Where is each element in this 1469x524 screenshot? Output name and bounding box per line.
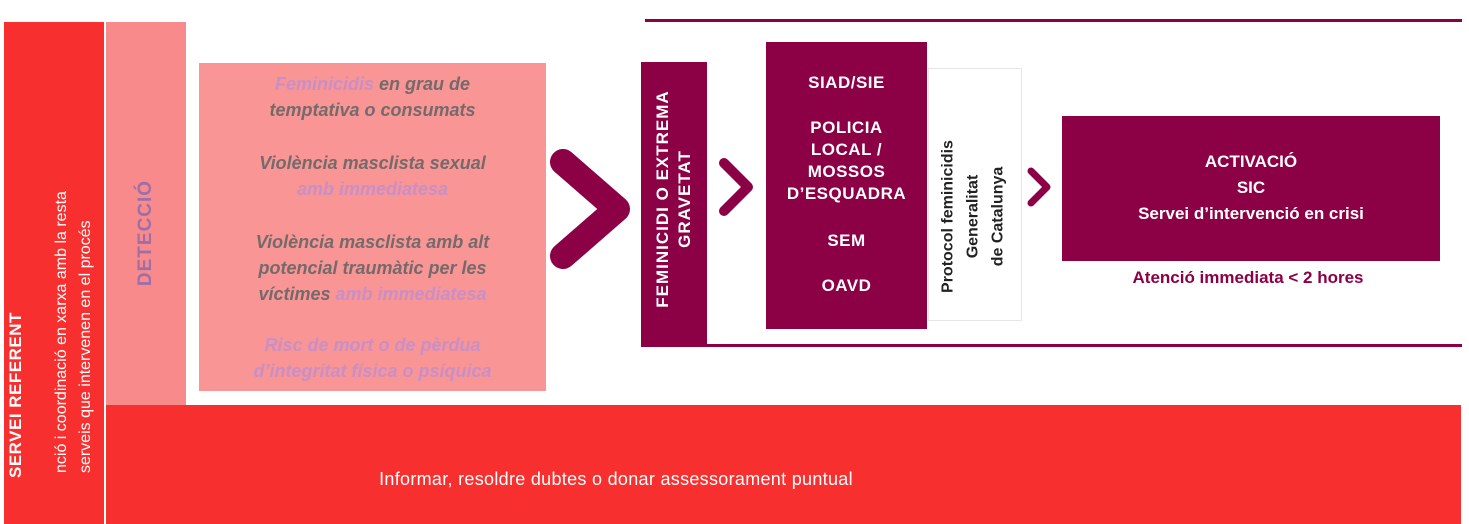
criterion-death-line1: Risc de mort o de pèrdua bbox=[264, 335, 481, 355]
service-sem: SEM bbox=[827, 231, 866, 250]
frame-bottom-line bbox=[641, 344, 1462, 347]
services-box bbox=[766, 42, 927, 329]
feminicidi-label bbox=[652, 59, 696, 339]
criterion-traumatic-line2: potencial traumàtic per les bbox=[258, 258, 487, 278]
service-police bbox=[766, 117, 927, 205]
service-police-line1: POLICIA bbox=[810, 118, 883, 137]
criteria-box bbox=[199, 63, 546, 391]
large-chevron-icon bbox=[545, 148, 635, 270]
service-police-line4: D’ESQUADRA bbox=[786, 184, 907, 203]
small-chevron-icon bbox=[1022, 164, 1056, 210]
medium-chevron-icon bbox=[714, 155, 760, 219]
protocol-line2: Generalitat bbox=[964, 174, 982, 259]
protocol-box bbox=[928, 68, 1022, 321]
detection-column bbox=[106, 22, 186, 407]
feminicidi-line2: GRAVETAT bbox=[675, 150, 694, 248]
protocol-line3: de Catalunya bbox=[989, 166, 1007, 267]
criterion-femicides-line2: temptativa o consumats bbox=[269, 100, 476, 120]
criterion-femicides-highlight: Feminicidis bbox=[274, 74, 374, 94]
criterion-traumatic-line3: víctimes bbox=[258, 284, 336, 304]
criterion-femicides-rest: en grau de bbox=[374, 74, 471, 94]
criterion-traumatic-violence bbox=[199, 229, 546, 307]
referent-title: SERVEI REFERENT bbox=[6, 312, 25, 478]
attention-note: Atenció immediata < 2 hores bbox=[1132, 268, 1364, 287]
service-police-line2: LOCAL / bbox=[810, 140, 883, 159]
service-police-line3: MOSSOS bbox=[807, 162, 886, 181]
criterion-sexual-highlight: amb immediatesa bbox=[296, 179, 449, 199]
referent-desc-line1: nció i coordinació en xarxa amb la resta bbox=[53, 191, 70, 473]
referent-column bbox=[4, 22, 104, 524]
criterion-traumatic-line1: Violència masclista amb alt bbox=[255, 232, 490, 252]
protocol-line1: Protocol feminicidis bbox=[939, 140, 957, 293]
detection-label: DETECCIÓ bbox=[135, 179, 156, 287]
protocol-label bbox=[936, 82, 1011, 352]
activation-sic: SIC bbox=[1236, 178, 1266, 197]
criterion-femicides bbox=[199, 71, 546, 123]
activation-title: ACTIVACIÓ bbox=[1204, 152, 1298, 171]
service-oavd: OAVD bbox=[821, 276, 872, 295]
feminicidi-line1: FEMINICIDI O EXTREMA bbox=[653, 90, 672, 308]
service-siad: SIAD/SIE bbox=[808, 73, 885, 92]
bottom-text: Informar, resoldre dubtes o donar assessorament puntual bbox=[379, 469, 853, 489]
feminicidi-box bbox=[641, 62, 707, 345]
bottom-bar bbox=[106, 405, 1461, 524]
activation-box bbox=[1062, 116, 1440, 261]
referent-desc-line2: serveis que intervenen en el procés bbox=[77, 220, 94, 473]
frame-top-line bbox=[645, 19, 1462, 22]
criterion-death-risk bbox=[199, 332, 546, 384]
criterion-traumatic-highlight: amb immediatesa bbox=[335, 284, 487, 304]
activation-service: Servei d’intervenció en crisi bbox=[1138, 204, 1364, 223]
criterion-sexual-line1: Violència masclista sexual bbox=[259, 153, 486, 173]
criterion-sexual-violence bbox=[199, 150, 546, 202]
criterion-death-line2: d’integritat física o psíquica bbox=[253, 361, 492, 381]
